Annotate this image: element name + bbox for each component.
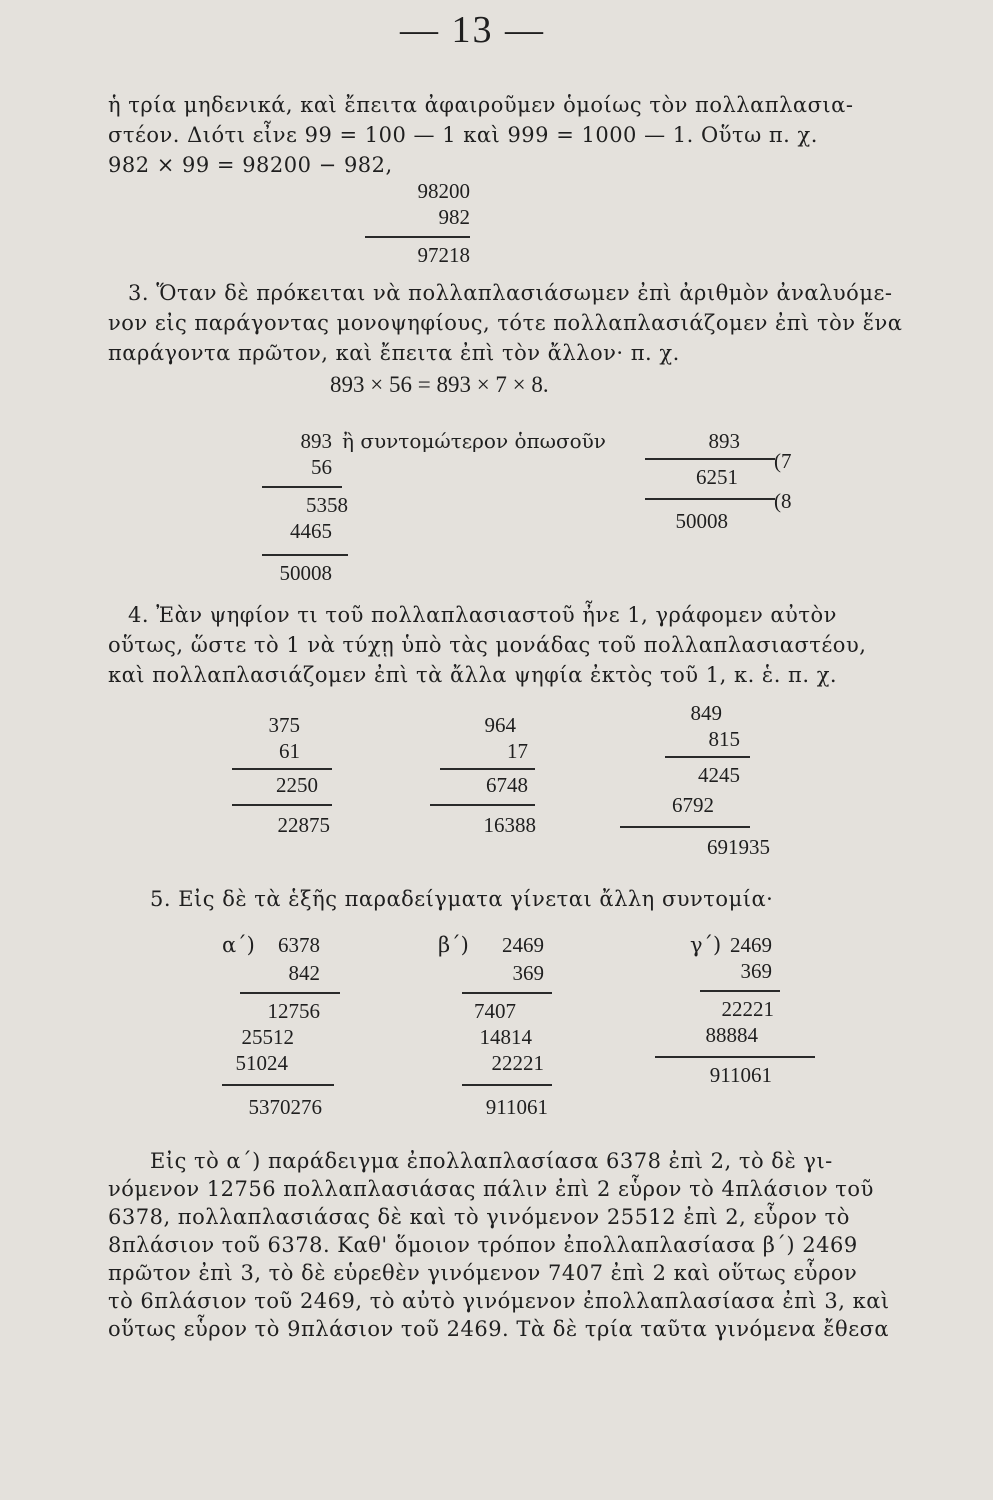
closing-line-4: 8πλάσιον τοῦ 6378. Καθ' ὅμοιον τρόπον ἐπολλαπλασίασα β΄) 2469 — [108, 1233, 858, 1257]
s3-right-rule-2 — [645, 498, 775, 500]
s4c-rule-1 — [665, 756, 750, 758]
section4-line-1: 4. Ἐὰν ψηφίον τι τοῦ πολλαπλασιαστοῦ ἦνε 1, γράφομεν αὐτὸν — [128, 603, 837, 627]
s5a-rule-1 — [240, 992, 340, 994]
s5c-partial-1: 22221 — [721, 997, 774, 1021]
closing-line-1: Εἰς τὸ α΄) παράδειγμα ἐπολλαπλασίασα 6378 ἐπὶ 2, τὸ δὲ γι- — [150, 1149, 833, 1173]
s5a-multiplicand: 6378 — [278, 933, 320, 957]
s5-label-b: β΄) — [438, 933, 469, 957]
s5a-multiplier: 842 — [288, 961, 320, 985]
s5c-multiplier: 369 — [740, 959, 772, 983]
s5b-result: 911061 — [485, 1095, 548, 1119]
s4c-multiplier: 815 — [708, 727, 740, 751]
s3-middle-text: ἢ συντομώτερον ὁπωσοῦν — [342, 429, 606, 453]
s5a-partial-1: 12756 — [267, 999, 320, 1023]
intro-calc-rule — [365, 236, 470, 238]
s5c-multiplicand: 2469 — [730, 933, 772, 957]
s3-left-partial-1: 5358 — [306, 493, 348, 517]
section3-line-2: νον εἰς παράγοντας μονοψηφίους, τότε πολλαπλασιάζομεν ἐπὶ τὸν ἕνα — [108, 311, 903, 335]
s3-left-rule-1 — [262, 486, 342, 488]
s4c-multiplicand: 849 — [690, 701, 722, 725]
s4c-result: 691935 — [707, 835, 770, 859]
s3-left-rule-2 — [262, 554, 348, 556]
s4a-multiplier: 61 — [279, 739, 300, 763]
s4a-rule-1 — [232, 768, 332, 770]
s3-right-rule-1 — [645, 458, 775, 460]
closing-line-5: πρῶτον ἐπὶ 3, τὸ δὲ εὑρεθὲν γινόμενον 7407 ἐπὶ 2 καὶ οὕτως εὗρον — [108, 1261, 858, 1285]
s3-right-product-1: 6251 — [696, 465, 738, 489]
s4c-partial-2: 6792 — [672, 793, 714, 817]
s4a-result: 22875 — [277, 813, 330, 837]
s5b-partial-3: 22221 — [491, 1051, 544, 1075]
s5c-rule-2 — [655, 1056, 815, 1058]
closing-line-3: 6378, πολλαπλασιάσας δὲ καὶ τὸ γινόμενον 25512 ἐπὶ 2, εὗρον τὸ — [108, 1205, 850, 1229]
section4-line-3: καὶ πολλαπλασιάζομεν ἐπὶ τὰ ἄλλα ψηφία ἐκτὸς τοῦ 1, κ. ἑ. π. χ. — [108, 663, 838, 687]
s3-left-multiplier: 56 — [311, 455, 332, 479]
s4b-multiplier: 17 — [507, 739, 528, 763]
section3-line-1: 3. Ὅταν δὲ πρόκειται νὰ πολλαπλασιάσωμεν ἐπὶ ἀριθμὸν ἀναλυόμε- — [128, 281, 893, 305]
s4b-multiplicand: 964 — [484, 713, 516, 737]
s5b-partial-2: 14814 — [479, 1025, 532, 1049]
intro-line-3: 982 × 99 = 98200 − 982, — [108, 153, 393, 177]
s4b-rule-1 — [440, 768, 535, 770]
intro-line-1: ἡ τρία μηδενικά, καὶ ἔπειτα ἀφαιροῦμεν ὁμοίως τὸν πολλαπλασια- — [108, 93, 854, 117]
section3-formula: 893 × 56 = 893 × 7 × 8. — [330, 372, 549, 397]
s4b-rule-2 — [430, 804, 535, 806]
s4a-partial: 2250 — [276, 773, 318, 797]
s5-label-c: γ΄) — [690, 933, 722, 957]
s5a-partial-2: 25512 — [241, 1025, 294, 1049]
s5a-partial-3: 51024 — [235, 1051, 288, 1075]
s4b-partial: 6748 — [486, 773, 528, 797]
closing-line-7: οὕτως εὗρον τὸ 9πλάσιον τοῦ 2469. Τὰ δὲ τρία ταῦτα γινόμενα ἔθεσα — [108, 1317, 890, 1341]
s3-right-multiplicand: 893 — [708, 429, 740, 453]
section4-line-2: οὕτως, ὥστε τὸ 1 νὰ τύχῃ ὑπὸ τὰς μονάδας τοῦ πολλαπλασιαστέου, — [108, 633, 867, 657]
s5a-result: 5370276 — [248, 1095, 322, 1119]
s5b-rule-2 — [462, 1084, 552, 1086]
section5-line-1: 5. Εἰς δὲ τὰ ἑξῆς παραδείγματα γίνεται ἄλλη συντομία· — [150, 887, 774, 911]
intro-calc-subtrahend: 982 — [438, 205, 470, 229]
s3-left-multiplicand: 893 — [300, 429, 332, 453]
s4c-rule-2 — [620, 826, 750, 828]
section3-line-3: παράγοντα πρῶτον, καὶ ἔπειτα ἐπὶ τὸν ἄλλον· π. χ. — [108, 341, 680, 365]
s5c-result: 911061 — [709, 1063, 772, 1087]
s3-right-result: 50008 — [675, 509, 728, 533]
s4a-multiplicand: 375 — [268, 713, 300, 737]
s3-left-result: 50008 — [279, 561, 332, 585]
s5b-multiplier: 369 — [512, 961, 544, 985]
s5a-rule-2 — [222, 1084, 334, 1086]
intro-calc-minuend: 98200 — [417, 179, 470, 203]
s5-label-a: α΄) — [222, 933, 255, 957]
intro-calc-result: 97218 — [417, 243, 470, 267]
s3-right-factor-8: (8 — [774, 489, 792, 513]
s4c-partial-1: 4245 — [698, 763, 740, 787]
intro-line-2: στέον. Διότι εἶνε 99 = 100 — 1 καὶ 999 = 1000 — 1. Οὕτω π. χ. — [108, 123, 818, 147]
s5b-rule-1 — [462, 992, 552, 994]
s5c-partial-2: 88884 — [705, 1023, 758, 1047]
closing-line-2: νόμενον 12756 πολλαπλασιάσας πάλιν ἐπὶ 2 εὗρον τὸ 4πλάσιον τοῦ — [108, 1177, 874, 1201]
s3-right-factor-7: (7 — [774, 449, 792, 473]
s5b-multiplicand: 2469 — [502, 933, 544, 957]
s5b-partial-1: 7407 — [474, 999, 516, 1023]
s4a-rule-2 — [232, 804, 332, 806]
page-number: — 13 — — [400, 9, 545, 51]
s4b-result: 16388 — [483, 813, 536, 837]
s5c-rule-1 — [700, 990, 780, 992]
closing-line-6: τὸ 6πλάσιον τοῦ 2469, τὸ αὐτὸ γινόμενον ἐπολλαπλασίασα ἐπὶ 3, καὶ — [108, 1289, 890, 1313]
s3-left-partial-2: 4465 — [290, 519, 332, 543]
